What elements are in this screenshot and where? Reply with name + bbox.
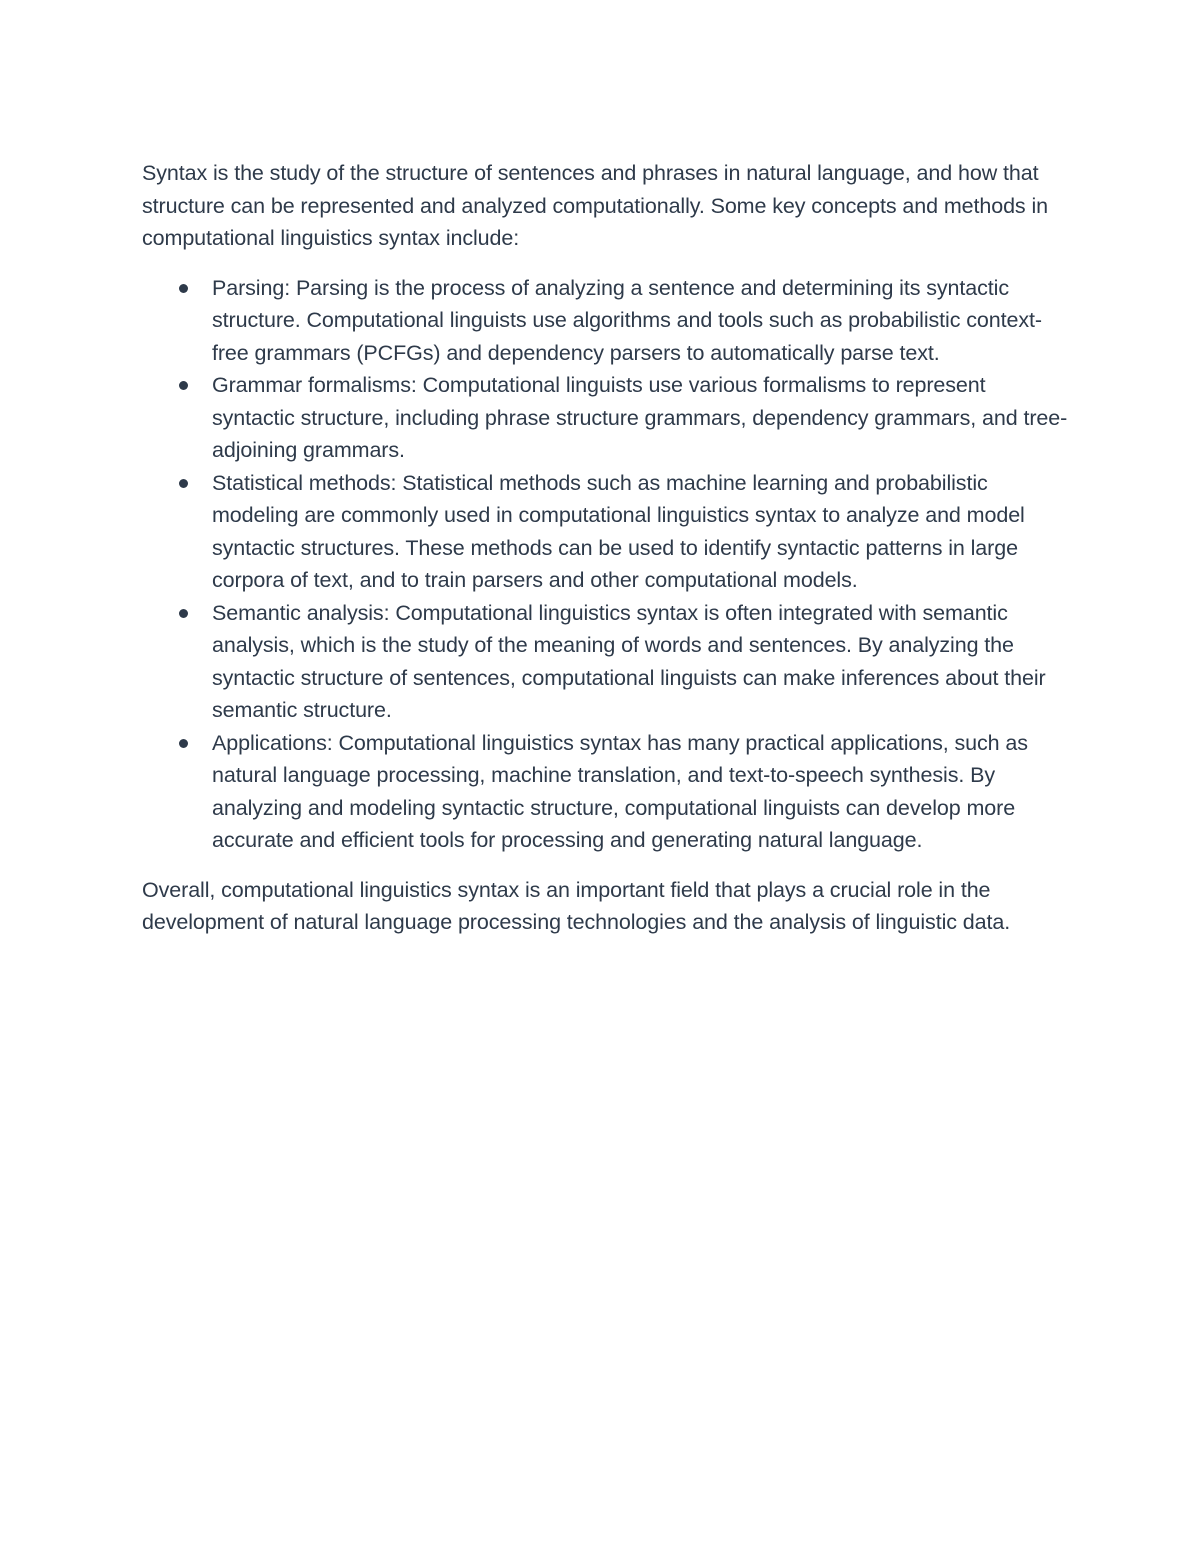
list-item <box>142 727 1072 857</box>
list-item-text: Statistical methods: Statistical methods such as machine learning and probabilistic modeling are commonly used in computational linguistics syntax to analyze and model syntactic structures. These methods can be used to identify syntactic patterns in large corpora of text, and to train parsers and other computational models. <box>212 470 1025 592</box>
bullet-list <box>142 272 1072 857</box>
bullet-icon <box>179 739 188 748</box>
list-item-text: Parsing: Parsing is the process of analyzing a sentence and determining its syntactic structure. Computational linguists use algorithms and tools such as probabilistic context-free grammars (PCFGs) and dependency parsers to automatically parse text. <box>212 275 1042 365</box>
list-item <box>142 467 1072 597</box>
bullet-icon <box>179 284 188 293</box>
list-item <box>142 369 1072 467</box>
bullet-icon <box>179 609 188 618</box>
list-item-text: Semantic analysis: Computational linguistics syntax is often integrated with semantic analysis, which is the study of the meaning of words and sentences. By analyzing the syntactic structure of sentences, computational linguists can make inferences about their semantic structure. <box>212 600 1046 722</box>
document-body <box>142 157 1072 939</box>
list-item <box>142 597 1072 727</box>
intro-paragraph: Syntax is the study of the structure of sentences and phrases in natural language, and how that structure can be represented and analyzed computationally. Some key concepts and methods in computational linguistics syntax include: <box>142 161 1048 250</box>
bullet-icon <box>179 479 188 488</box>
list-item-text: Applications: Computational linguistics syntax has many practical applications, such as natural language processing, machine translation, and text-to-speech synthesis. By analyzing and modeling syntactic structure, computational linguists can develop more accurate and efficient tools for processing and generating natural language. <box>212 730 1028 852</box>
bullet-icon <box>179 381 188 390</box>
list-item-text: Grammar formalisms: Computational linguists use various formalisms to represent syntactic structure, including phrase structure grammars, dependency grammars, and tree-adjoining grammars. <box>212 373 1068 462</box>
list-item <box>142 272 1072 370</box>
conclusion-paragraph: Overall, computational linguistics syntax is an important field that plays a crucial role in the development of natural language processing technologies and the analysis of linguistic data. <box>142 877 1011 934</box>
